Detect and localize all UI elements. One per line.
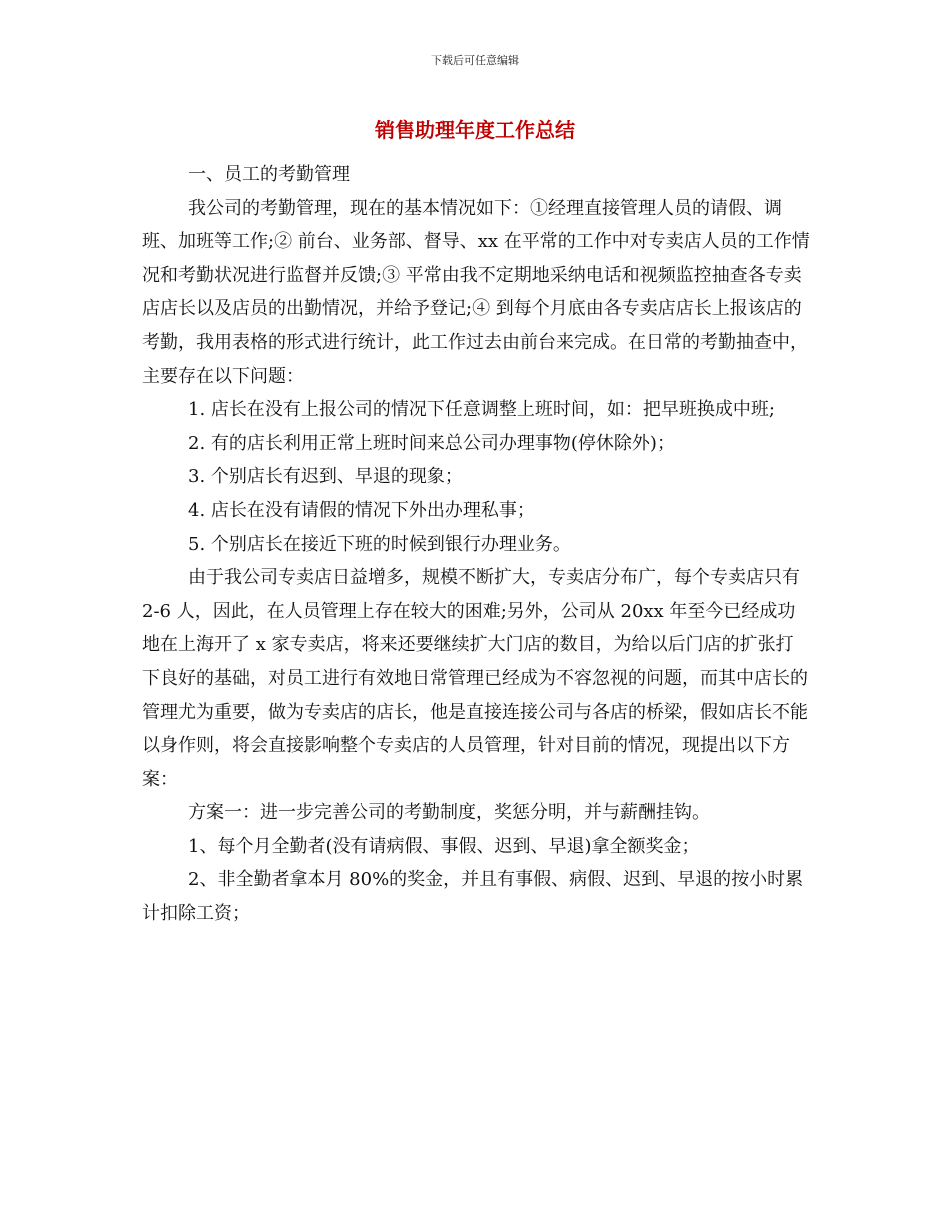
paragraph: 我公司的考勤管理，现在的基本情况如下：①经理直接管理人员的请假、调班、加班等工作;② 前台、业务部、督导、xx 在平常的工作中对专卖店人员的工作情况和考勤状况进行监督并反馈;③ 平常由我不定期地采纳电话和视频监控抽查各专卖店店长以及店员的出勤情况，并给予登记;④ 到每个月底由各专卖店店长上报该店的考勤，我用表格的形式进行统计，此工作过去由前台来完成。在日常的考勤抽查中，主要存在以下问题： <box>142 197 810 387</box>
header-note: 下载后可任意编辑 <box>431 54 519 67</box>
section-heading: 一、员工的考勤管理 <box>188 164 350 185</box>
list-item: 1. 店长在没有上报公司的情况下任意调整上班时间，如：把早班换成中班; <box>188 399 775 421</box>
list-item: 2、非全勤者拿本月 80%的奖金，并且有事假、病假、迟到、早退的按小时累计扣除工资； <box>142 869 804 925</box>
plan-heading: 方案一：进一步完善公司的考勤制度，奖惩分明，并与薪酬挂钩。 <box>188 802 710 824</box>
list-item: 4. 店长在没有请假的情况下外出办理私事； <box>188 499 535 521</box>
list-item: 3. 个别店长有迟到、早退的现象； <box>188 466 463 488</box>
list-item: 1、每个月全勤者(没有请病假、事假、迟到、早退)拿全额奖金； <box>188 835 700 857</box>
paragraph: 由于我公司专卖店日益增多，规模不断扩大，专卖店分布广，每个专卖店只有 2-6 人，因此，在人员管理上存在较大的困难;另外，公司从 20xx 年至今已经成功地在上海开了 x 家专卖店，将来还要继续扩大门店的数目，为给以后门店的扩张打下良好的基础，对员工进行有效地日常管理已经成为不容忽视的问题，而其中店长的管理尤为重要，做为专卖店的店长，他是直接连接公司与各店的桥梁，假如店长不能以身作则，将会直接影响整个专卖店的人员管理，针对目前的情况，现提出以下方案： <box>142 567 808 790</box>
list-item: 2. 有的店长利用正常上班时间来总公司办理事物(停休除外)； <box>188 432 675 454</box>
document-title: 销售助理年度工作总结 <box>375 118 575 142</box>
document-body <box>142 158 810 931</box>
list-item: 5. 个别店长在接近下班的时候到银行办理业务。 <box>188 533 571 555</box>
